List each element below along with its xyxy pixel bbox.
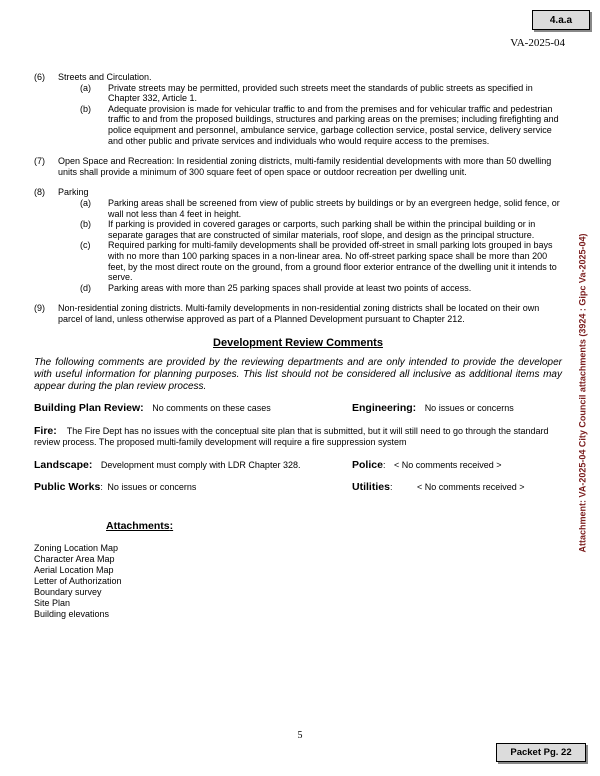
review-row: Landscape: Development must comply with LDR Chapter 328. Police: < No comments received > bbox=[34, 458, 502, 471]
document-body bbox=[34, 72, 562, 620]
sub-letter: (b) bbox=[80, 219, 91, 230]
attachment-sidebar bbox=[570, 215, 594, 570]
attachment-item: Building elevations bbox=[34, 609, 110, 620]
sub-text: Required parking for multi-family developments shall be provided off-street in small parking lots grouped in bays with no more than 100 parking spaces in a non-linear area. No off-street parking space shall be more than 200 feet, by the most direct route on the ground, from a ground floor exterior entrance of the dwelling unit it intends to serve. bbox=[108, 240, 557, 283]
engineering-label: Engineering: bbox=[352, 402, 417, 415]
attachment-item: Letter of Authorization bbox=[34, 576, 122, 587]
police-value: < No comments received > bbox=[393, 459, 502, 470]
sub-condition bbox=[80, 240, 562, 282]
attachment-item: Aerial Location Map bbox=[34, 565, 114, 576]
attachment-item: Character Area Map bbox=[34, 554, 115, 565]
public-works-label: Public Works bbox=[34, 481, 101, 494]
fire-value: The Fire Dept has no issues with the conceptual site plan that is submitted, but it will still need to go through the standard review process. The proposed multi-family development will require a fire suppression system bbox=[34, 425, 549, 447]
sub-letter: (d) bbox=[80, 282, 91, 293]
attachment-sidebar-text: Attachment: VA-2025-04 City Council attachments (3924 : Gipc Va-2025-04) bbox=[577, 233, 587, 552]
sub-letter: (c) bbox=[80, 240, 91, 251]
condition-item bbox=[34, 72, 562, 146]
sub-condition bbox=[80, 104, 562, 146]
review-row bbox=[34, 403, 562, 414]
review-section-title: Development Review Comments bbox=[213, 337, 383, 350]
utilities-label: Utilities bbox=[352, 481, 390, 494]
attachments-title: Attachments: bbox=[106, 519, 174, 532]
condition-number: (8) bbox=[34, 187, 45, 198]
sub-text: If parking is provided in covered garages or carports, such parking shall be within the principal building or in separate garages that are constructed of similar materials, roof slope, and design as the principal structure. bbox=[108, 219, 536, 240]
packet-page-box: Packet Pg. 22 bbox=[496, 743, 586, 762]
condition-item bbox=[34, 156, 562, 177]
condition-number: (6) bbox=[34, 72, 45, 82]
sub-condition bbox=[80, 283, 562, 294]
sub-text: Adequate provision is made for vehicular traffic to and from the premises and for vehicular traffic and pedestrian traffic to and from the proposed buildings, structures and parking areas on the premises; including firefighting and police equipment and personnel, ambulance service, garbage collection service, postal service, delivery service and other public and private services and individuals who would require access to the premises. bbox=[108, 103, 559, 146]
sub-letter: (a) bbox=[80, 197, 91, 208]
fire-comment bbox=[34, 426, 562, 448]
condition-number: (7) bbox=[34, 156, 45, 167]
engineering-value: No issues or concerns bbox=[424, 403, 514, 414]
condition-item bbox=[34, 303, 562, 324]
fire-label: Fire: bbox=[34, 424, 57, 437]
condition-text: Streets and Circulation. bbox=[58, 72, 152, 82]
page-number: 5 bbox=[297, 730, 303, 741]
public-works-value: No issues or concerns bbox=[107, 482, 197, 493]
condition-item bbox=[34, 187, 562, 293]
sub-text: Parking areas with more than 25 parking spaces shall provide at least two points of access. bbox=[108, 282, 472, 293]
review-intro: The following comments are provided by the reviewing departments and are only intended to provide the developer with useful information for planning purposes. This list should not be considered all inclusive as additional items may appear during the plan review process. bbox=[34, 357, 562, 393]
sub-condition bbox=[80, 219, 562, 240]
conditions-list bbox=[34, 72, 562, 324]
sub-condition bbox=[80, 83, 562, 104]
building-review-value: No comments on these cases bbox=[152, 403, 271, 414]
condition-text: Non-residential zoning districts. Multi-family developments in non-residential zoning districts shall be located on their own parcel of land, unless otherwise approved as part of a Planned Development pursuant to Chapter 212. bbox=[58, 303, 540, 324]
sub-letter: (a) bbox=[80, 82, 91, 93]
condition-number: (9) bbox=[34, 303, 45, 314]
building-review-label: Building Plan Review: bbox=[34, 402, 144, 415]
case-id: VA-2025-04 bbox=[510, 37, 565, 49]
sub-condition bbox=[80, 198, 562, 219]
attachments-list bbox=[34, 543, 562, 620]
landscape-label: Landscape: bbox=[34, 458, 93, 471]
attachment-item: Boundary survey bbox=[34, 587, 102, 598]
agenda-tag: 4.a.a bbox=[532, 10, 590, 30]
utilities-value: < No comments received > bbox=[416, 482, 525, 493]
attachment-item: Site Plan bbox=[34, 598, 71, 609]
landscape-value: Development must comply with LDR Chapter 328. bbox=[100, 459, 301, 470]
review-row: Public Works: No issues or concerns Utilities: < No comments received > bbox=[34, 481, 525, 494]
sub-letter: (b) bbox=[80, 103, 91, 114]
condition-text: Parking bbox=[58, 187, 89, 198]
attachment-item: Zoning Location Map bbox=[34, 543, 119, 554]
sub-text: Private streets may be permitted, provided such streets meet the standards of public streets as specified in Chapter 332, Article 1. bbox=[108, 82, 533, 104]
condition-text: Open Space and Recreation: In residential zoning districts, multi-family residential developments with more than 50 dwelling units shall provide a minimum of 300 square feet of open space or outdoor recreation per dwelling unit. bbox=[58, 156, 552, 177]
sub-text: Parking areas shall be screened from view of public streets by buildings or by an evergreen hedge, solid fence, or wall not less than 4 feet in height. bbox=[108, 197, 560, 219]
police-label: Police bbox=[352, 458, 383, 471]
